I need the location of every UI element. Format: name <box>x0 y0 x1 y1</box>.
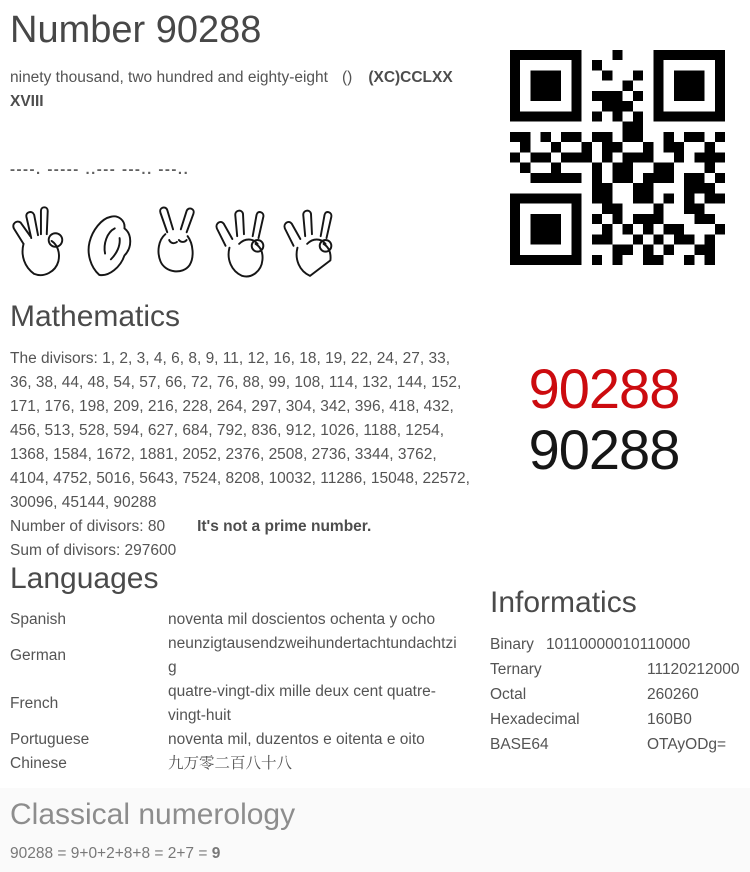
language-label: Chinese <box>10 755 67 772</box>
language-value: 九万零二百八十八 <box>168 755 293 772</box>
informatics-value: 10110000010110000 <box>545 636 691 653</box>
red-number: 90288 <box>528 357 680 420</box>
sign-language-digit-8-icon <box>212 200 274 280</box>
table-row <box>10 608 458 632</box>
informatics-label: Ternary <box>490 661 542 678</box>
table-row <box>490 732 748 757</box>
divisors-text: The divisors: 1, 2, 3, 4, 6, 8, 9, 11, 12, 16, 18, 19, 22, 24, 27, 33, 36, 38, 44, 48, 54, 57, 66, 72, 76, 88, 99, 108, 114, 132, 144, 152, 171, 176, 198, 209, 216, 228, 264, 297, 304, 342, 396, 418, 432, 456, 513, 528, 594, 627, 684, 792, 836, 912, 1026, 1188, 1254, 1368, 1584, 1672, 1881, 2052, 2376, 2508, 2736, 3344, 3762, 4104, 4752, 5016, 5643, 7524, 8208, 10032, 11286, 15048, 22572, 30096, 45144, 90288 <box>10 350 470 511</box>
language-value: neunzigtausendzweihundertachtundachtzig <box>168 635 457 676</box>
number-words-text: ninety thousand, two hundred and eighty-eight <box>10 69 328 86</box>
sign-language-digit-2-icon <box>144 200 206 280</box>
number-in-words <box>10 66 472 114</box>
sum-of-divisors: Sum of divisors: 297600 <box>10 542 177 559</box>
informatics-heading: Informatics <box>490 586 637 619</box>
numerology-heading: Classical numerology <box>10 798 296 831</box>
numerology-formula <box>10 844 220 864</box>
sign-language-digit-9-icon <box>8 200 70 280</box>
informatics-label: Octal <box>490 686 527 703</box>
big-number-display <box>484 358 724 480</box>
sign-language-digit-0-icon <box>76 200 138 280</box>
number-of-divisors: Number of divisors: 80 <box>10 518 166 535</box>
roman-numeral: (XC)CCLXX XVIII <box>10 69 453 110</box>
formula-text: 90288 = 9+0+2+8+8 = 2+7 = <box>10 845 212 862</box>
prime-note: It's not a prime number. <box>197 518 372 535</box>
language-label: German <box>10 647 66 664</box>
informatics-value: OTAyODg= <box>647 736 727 753</box>
informatics-value: 260260 <box>647 686 699 703</box>
page-title: Number 90288 <box>10 9 262 51</box>
table-row <box>10 728 458 752</box>
informatics-table <box>490 632 748 757</box>
numerology-section <box>0 788 750 872</box>
morse-code: ----. ----- ..--- ---.. ---.. <box>10 161 190 178</box>
language-label: French <box>10 695 59 712</box>
informatics-label: BASE64 <box>490 736 549 753</box>
language-label: Spanish <box>10 611 67 628</box>
language-value: quatre-vingt-dix mille deux cent quatre-vingt-huit <box>168 683 436 724</box>
table-row <box>490 707 748 732</box>
table-row <box>10 752 458 776</box>
table-row <box>490 682 748 707</box>
language-value: noventa mil doscientos ochenta y ocho <box>168 611 436 628</box>
informatics-label: Binary <box>490 636 534 653</box>
qr-code <box>510 50 725 265</box>
informatics-label: Hexadecimal <box>490 711 580 728</box>
table-row <box>10 680 458 728</box>
language-label: Portuguese <box>10 731 90 748</box>
table-row <box>490 632 748 657</box>
mathematics-heading: Mathematics <box>10 300 181 333</box>
divisor-count-line <box>10 515 371 539</box>
language-value: noventa mil, duzentos e oitenta e oito <box>168 731 425 748</box>
languages-heading: Languages <box>10 562 159 595</box>
sign-language-hands <box>8 200 342 280</box>
formula-result: 9 <box>211 845 221 862</box>
languages-table <box>10 608 458 776</box>
informatics-value: 11120212000 <box>647 661 740 678</box>
empty-parentheses: () <box>341 69 353 86</box>
table-row <box>10 632 458 680</box>
informatics-value: 160B0 <box>647 711 692 728</box>
sign-language-digit-8-icon <box>280 200 342 280</box>
black-number: 90288 <box>528 418 680 481</box>
table-row <box>490 657 748 682</box>
